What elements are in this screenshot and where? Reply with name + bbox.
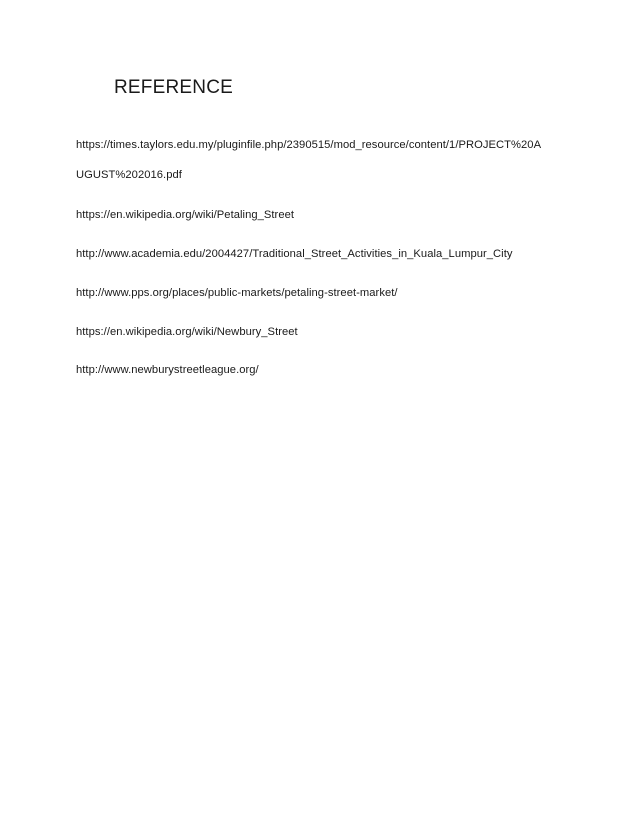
reference-item-2: https://en.wikipedia.org/wiki/Petaling_Street xyxy=(76,209,295,221)
reference-item-4: http://www.pps.org/places/public-markets/petaling-street-market/ xyxy=(76,287,398,299)
reference-item-3: http://www.academia.edu/2004427/Traditional_Street_Activities_in_Kuala_Lumpur_City xyxy=(76,248,513,260)
reference-item-5: https://en.wikipedia.org/wiki/Newbury_Street xyxy=(76,326,298,338)
reference-item-6: http://www.newburystreetleague.org/ xyxy=(76,364,259,376)
reference-item-1-line-2: UGUST%202016.pdf xyxy=(76,169,182,181)
page-title: REFERENCE xyxy=(114,77,233,98)
reference-item-1-line-1: https://times.taylors.edu.my/pluginfile.php/2390515/mod_resource/content/1/PROJECT%20A xyxy=(76,139,542,151)
